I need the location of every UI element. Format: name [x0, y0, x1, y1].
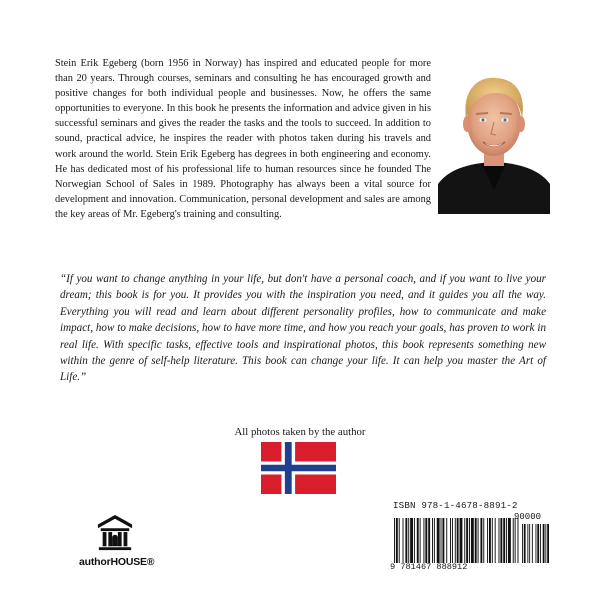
barcode-bar [414, 518, 415, 563]
barcode-bar [450, 518, 451, 563]
barcode-addon-bar [522, 524, 523, 563]
author-bio: Stein Erik Egeberg (born 1956 in Norway) has inspired and educated people for more than 20 years. Through courses, seminars and consulting he has encouraged growth and positive changes for both individual people and businesses. Now, he offers the same opportunities to everyone. In this book he presents the information and advice given in his successful seminars and gives the reader the tasks and the tools to succeed. In addition to sound, practical advice, he inspires the reader with photos taken during his travels and work around the world. Stein Erik Egeberg has degrees in both engineering and economy. He has dedicated most of his professional life to human resources since he founded The Norwegian School of Sales in 1989. Photography has always been a vital source for development and innovation. Communication, personal development and sales are among the key areas of Mr. Egeberg's training and consulting. [55, 58, 431, 220]
barcode-addon-bar [537, 524, 539, 563]
barcode-bar [471, 518, 474, 563]
barcode-bar [506, 518, 507, 563]
barcode-digits: 9 781467 888912 [390, 562, 468, 572]
barcode-bar [441, 518, 442, 563]
barcode-bar [457, 518, 459, 563]
barcode-bar [417, 518, 419, 563]
barcode-bar [460, 518, 463, 563]
barcode-bar [425, 518, 427, 563]
barcode-bar [503, 518, 505, 563]
barcode-addon-bar [547, 524, 549, 563]
barcode-bar [446, 518, 447, 563]
barcode-addon-bar [543, 524, 545, 563]
barcode-bars [390, 518, 552, 563]
barcode-bar [480, 518, 482, 563]
author-photo [438, 66, 550, 214]
barcode-bar [518, 518, 519, 563]
barcode-bar [487, 518, 488, 563]
barcode-bar [513, 518, 514, 563]
authorhouse-logo-icon [96, 514, 134, 552]
barcode-bar [420, 518, 421, 563]
barcode-bar [428, 518, 430, 563]
barcode-bar [432, 518, 433, 563]
barcode-bar [483, 518, 484, 563]
barcode-bar [396, 518, 398, 563]
barcode-bar [469, 518, 470, 563]
publisher-name: authorHOUSE® [79, 556, 155, 568]
barcode-bar [452, 518, 453, 563]
barcode-addon-bar [529, 524, 530, 563]
author-portrait-image [438, 66, 550, 214]
norway-flag-icon [261, 442, 336, 494]
barcode-bar [495, 518, 496, 563]
publisher-logo [79, 514, 153, 574]
barcode-bar [508, 518, 511, 563]
barcode-bar [489, 518, 491, 563]
barcode-bar [399, 518, 400, 563]
barcode-addon-bar [536, 524, 537, 563]
barcode-bar [410, 518, 413, 563]
barcode-bar [475, 518, 477, 563]
barcode-bar [403, 518, 404, 563]
barcode-bar [394, 518, 395, 563]
price-code: 90000 [514, 512, 542, 522]
barcode-addon-bar [540, 524, 541, 563]
barcode-bar [423, 518, 424, 563]
barcode-bar [464, 518, 465, 563]
barcode-addon-bar [545, 524, 546, 563]
barcode-bar [500, 518, 502, 563]
barcode-bar [492, 518, 493, 563]
barcode-bar [478, 518, 479, 563]
barcode-addon-bar [527, 524, 528, 563]
back-cover-quote: “If you want to change anything in your life, but don't have a personal coach, and if you want to live your dream; this book is for you. It provides you with the inspiration you need, and it guides you all the way. Everything you will read and learn about different personality profiles, how to communicate and make impact, how to make decisions, how to have more time, and how you reach your goals, has proven to work in real life. With specific tasks, effective tools and inspirational photos, this book represents something new within the genre of self-help literature. This book can change your life. It can help you master the Art of Life.” [60, 273, 546, 384]
photo-credit: All photos taken by the author [234, 426, 366, 438]
barcode-addon-bar [524, 524, 526, 563]
barcode-bar [466, 518, 468, 563]
barcode-bar [499, 518, 500, 563]
barcode-bar [408, 518, 409, 563]
barcode-bar [515, 518, 516, 563]
barcode-addon-bar [532, 524, 533, 563]
barcode-bar [442, 518, 444, 563]
barcode-bar [405, 518, 407, 563]
barcode-bar [455, 518, 456, 563]
isbn-barcode [390, 500, 552, 574]
isbn-label: ISBN 978-1-4678-8891-2 [393, 500, 518, 511]
barcode-bar [434, 518, 435, 563]
barcode-bar [437, 518, 440, 563]
